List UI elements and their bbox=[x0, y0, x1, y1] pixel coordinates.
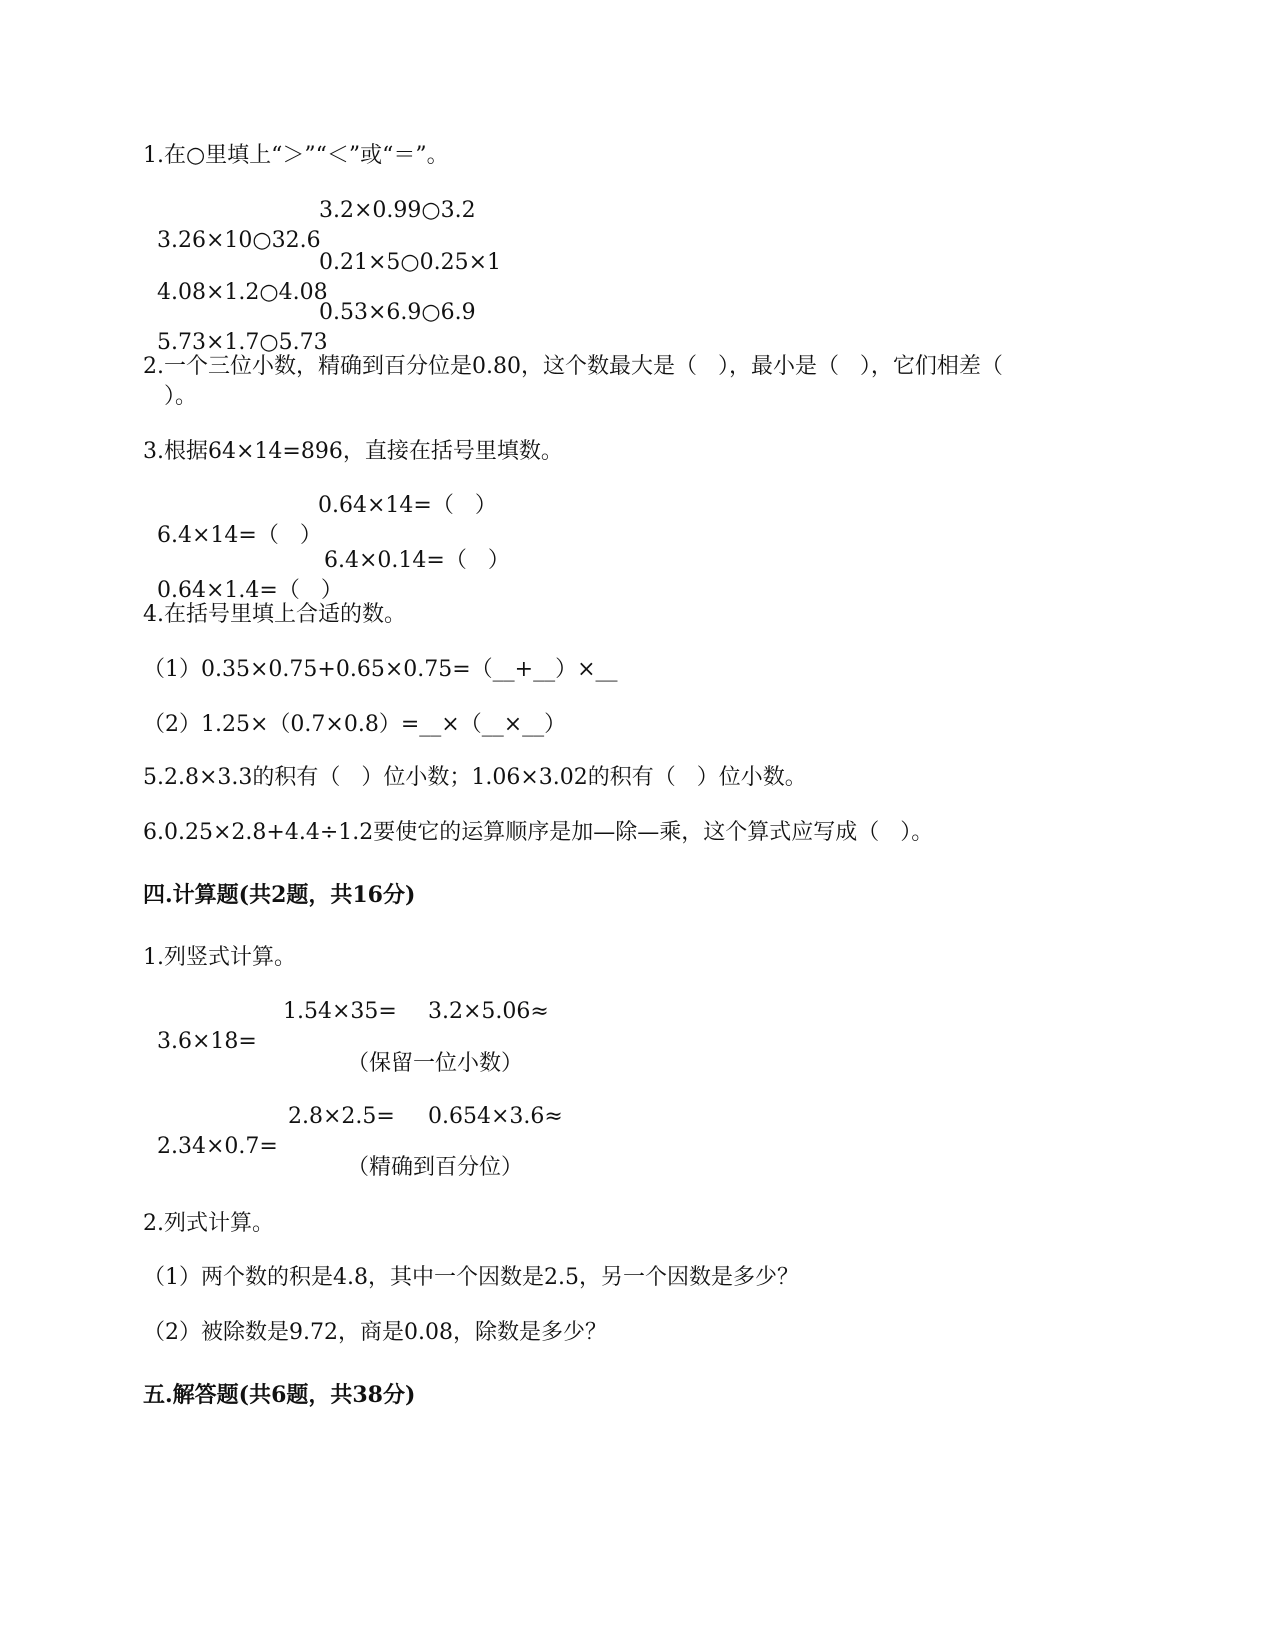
section-4-heading: 四.计算题(共2题，共16分) bbox=[143, 882, 416, 908]
question-4-item-1: （1）0.35×0.75+0.65×0.75=（__+__）×__ bbox=[143, 657, 618, 682]
fill-expr: 0.64×1.4=（ ） bbox=[157, 578, 343, 603]
question-4-item-2: （2）1.25×（0.7×0.8）=__×（__×__） bbox=[143, 712, 567, 737]
compare-expr: 0.21×5○0.25×1 bbox=[319, 250, 502, 275]
question-3-prompt: 3.根据64×14=896，直接在括号里填数。 bbox=[143, 439, 563, 464]
calc-expr: 0.654×3.6≈ bbox=[428, 1104, 563, 1129]
calc-question-2-item-1: （1）两个数的积是4.8，其中一个因数是2.5，另一个因数是多少？ bbox=[143, 1265, 799, 1290]
compare-expr: 5.73×1.7○5.73 bbox=[157, 330, 328, 355]
calc-note-1: （保留一位小数） bbox=[347, 1051, 524, 1076]
question-2-line-1: 2.一个三位小数，精确到百分位是0.80，这个数最大是（ ），最小是（ ），它们相差（ bbox=[143, 354, 1003, 379]
calc-question-1-prompt: 1.列竖式计算。 bbox=[143, 945, 296, 970]
compare-expr: 0.53×6.9○6.9 bbox=[319, 300, 476, 325]
calc-expr: 3.6×18= bbox=[157, 1029, 257, 1054]
question-1-prompt: 1.在○里填上“＞”“＜”或“＝”。 bbox=[143, 143, 449, 168]
question-5: 5.2.8×3.3的积有（ ）位小数；1.06×3.02的积有（ ）位小数。 bbox=[143, 765, 807, 790]
calc-expr: 2.8×2.5= bbox=[288, 1104, 395, 1129]
calc-note-2: （精确到百分位） bbox=[347, 1155, 524, 1180]
compare-expr: 3.2×0.99○3.2 bbox=[319, 198, 476, 223]
question-6: 6.0.25×2.8+4.4÷1.2要使它的运算顺序是加—除—乘，这个算式应写成（ ）。 bbox=[143, 820, 934, 845]
calc-expr: 3.2×5.06≈ bbox=[428, 999, 549, 1024]
compare-expr: 3.26×10○32.6 bbox=[157, 228, 321, 253]
fill-expr: 6.4×0.14=（ ） bbox=[324, 548, 510, 573]
calc-expr: 2.34×0.7= bbox=[157, 1134, 278, 1159]
section-5-heading: 五.解答题(共6题，共38分) bbox=[143, 1382, 416, 1408]
compare-expr: 4.08×1.2○4.08 bbox=[157, 280, 328, 305]
fill-expr: 6.4×14=（ ） bbox=[157, 523, 322, 548]
calc-question-2-item-2: （2）被除数是9.72，商是0.08，除数是多少？ bbox=[143, 1320, 607, 1345]
calc-expr: 1.54×35= bbox=[283, 999, 397, 1024]
calc-question-2-prompt: 2.列式计算。 bbox=[143, 1211, 274, 1236]
fill-expr: 0.64×14=（ ） bbox=[318, 493, 497, 518]
question-2-line-2: ）。 bbox=[143, 384, 197, 409]
question-4-prompt: 4.在括号里填上合适的数。 bbox=[143, 602, 406, 627]
